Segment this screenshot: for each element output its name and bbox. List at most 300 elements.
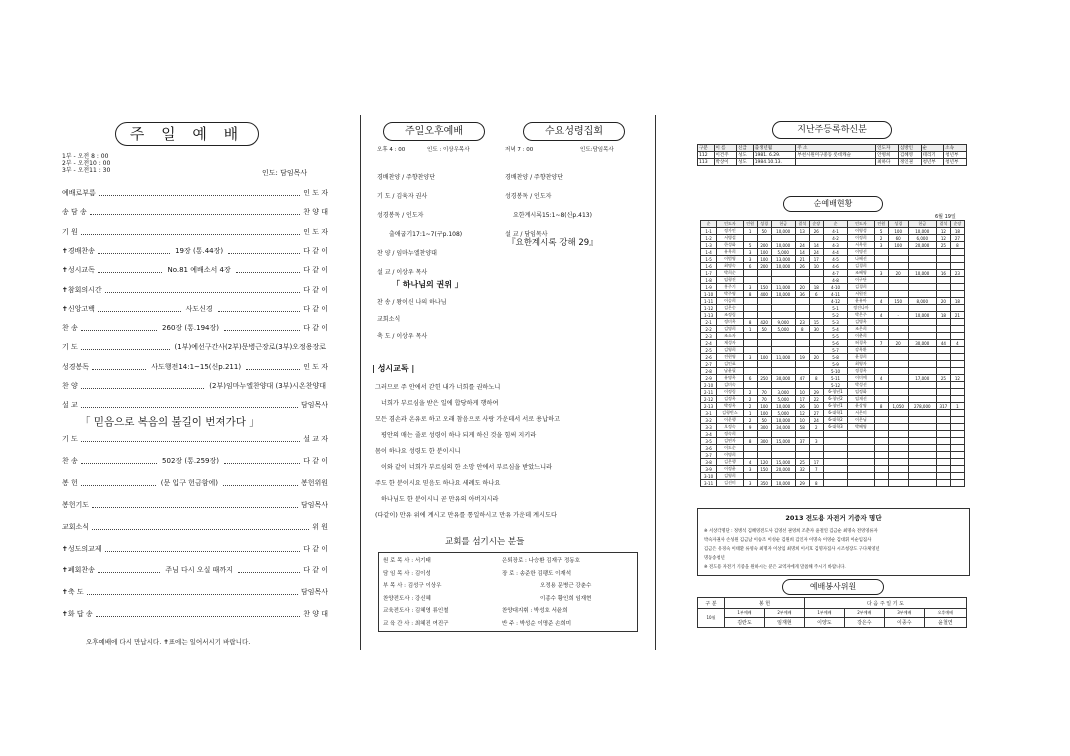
attendance-cell: 10,000 [771, 417, 795, 424]
attendance-cell: 1 [743, 228, 757, 235]
worship-order-detail: (2부)임마누엘찬양대 (3부)시온찬양대 [209, 382, 326, 390]
attendance-cell [888, 410, 908, 417]
attendance-cell: 5 [743, 242, 757, 249]
attendance-cell [936, 382, 950, 389]
attendance-cell [795, 382, 809, 389]
attendance-header-cell: 순장 [950, 221, 964, 228]
attendance-cell: 3-10 [701, 473, 717, 480]
leader-dots [246, 364, 300, 370]
attendance-cell [950, 277, 964, 284]
attendance-cell: 18 [950, 228, 964, 235]
attendance-cell [771, 333, 795, 340]
attendance-cell: 박은주 [848, 312, 874, 319]
attendance-cell [950, 368, 964, 375]
attendance-cell: 25 [795, 459, 809, 466]
leader-dots [92, 502, 298, 508]
worship-order-row [62, 564, 328, 576]
attendance-cell [874, 284, 888, 291]
pm-item: 기 도 / 김육자 권사 [377, 193, 428, 200]
worship-order-row [62, 226, 328, 238]
worship-order-label: ✝참회의시간 [62, 285, 102, 294]
attendance-cell: 50 [757, 326, 771, 333]
attendance-cell [888, 389, 908, 396]
worship-order-label: ✝성시교독 [62, 266, 95, 275]
attendance-cell [757, 340, 771, 347]
visitors-cell: 심방인 [898, 145, 921, 152]
leader-dots [98, 306, 181, 312]
attendance-cell [771, 382, 795, 389]
worship-order-detail: 502장 (통.259장) [162, 456, 219, 465]
attendance-cell: 100 [757, 410, 771, 417]
attendance-header-cell: 결석 [795, 221, 809, 228]
wed-items [505, 168, 592, 244]
visitors-cell: 성도 [737, 152, 754, 159]
attendance-cell [936, 277, 950, 284]
pm-time: 오후 4 : 00 [377, 147, 406, 153]
attendance-header-cell: 헌금 [771, 221, 795, 228]
attendance-cell [936, 263, 950, 270]
attendance-cell [874, 382, 888, 389]
attendance-cell [908, 284, 936, 291]
attendance-cell: 1-9 [701, 284, 717, 291]
attendance-cell: 남윤필 [717, 368, 743, 375]
attendance-cell [936, 459, 950, 466]
attendance-cell: 17 [809, 459, 823, 466]
attendance-cell [771, 473, 795, 480]
attendance-header-cell: 인도자 [848, 221, 874, 228]
worship-order-label: 찬 송 [62, 456, 78, 465]
attendance-row [701, 312, 965, 319]
visitors-cell: 김혜영 [898, 152, 921, 159]
attendance-cell [936, 452, 950, 459]
attendance-cell: 5-8 [823, 354, 848, 361]
attendance-cell [809, 270, 823, 277]
leader-dots [92, 364, 146, 370]
attendance-cell: 6 [809, 291, 823, 298]
attendance-cell [743, 312, 757, 319]
attendance-cell: 20,000 [771, 466, 795, 473]
attendance-cell: 10,000 [771, 263, 795, 270]
leader-dots [81, 325, 157, 331]
attendance-cell [771, 312, 795, 319]
worship-order-detail: 260장 (통.194장) [162, 324, 219, 333]
attendance-cell [908, 361, 936, 368]
leader-dots [98, 267, 163, 273]
attendance-cell: 18 [936, 312, 950, 319]
leader-dots [228, 248, 300, 254]
attendance-cell: 4 [874, 375, 888, 382]
worship-order-detail: 주님 다시 오실 때까지 [165, 566, 233, 575]
attendance-cell: 4-5 [823, 256, 848, 263]
attendance-cell [823, 473, 848, 480]
worship-order-leader: 다 같 이 [303, 456, 329, 465]
attendance-cell [743, 298, 757, 305]
attendance-cell [743, 305, 757, 312]
worship-order-label: ✝폐회찬송 [62, 566, 95, 575]
attendance-cell: 5-6 [823, 340, 848, 347]
attendance-cell [950, 410, 964, 417]
main-sermon-title: 「 믿음으로 복음의 불길이 번져가다 」 [80, 416, 260, 428]
wed-service-title-box [523, 122, 625, 141]
attendance-cell: 5,000 [771, 396, 795, 403]
attendance-row [701, 424, 965, 431]
attendance-cell: 2-10 [701, 382, 717, 389]
attendance-cell: 6-대학3 [823, 424, 848, 431]
visitors-cell: 부천시원미구중동 롯데캐슬 [796, 152, 876, 159]
attendance-cell: 임재선 [848, 396, 874, 403]
attendance-cell: 최명숙 [717, 263, 743, 270]
attendance-cell: 조혜영 [848, 270, 874, 277]
attendance-row [701, 319, 965, 326]
attendance-cell [888, 473, 908, 480]
attendance-cell: 300 [757, 438, 771, 445]
attendance-cell [908, 263, 936, 270]
leader-dots [81, 229, 301, 235]
attendance-cell: 3 [743, 249, 757, 256]
attendance-cell [888, 424, 908, 431]
attendance-header-row [701, 221, 965, 228]
attendance-date: 6월 19일 [935, 214, 956, 220]
attendance-cell [888, 326, 908, 333]
staff-entry: 반 주 : 박성순 이명준 손희미 [502, 620, 572, 627]
attendance-cell [908, 410, 936, 417]
leader-dots [105, 287, 301, 293]
attendance-cell: 100 [757, 249, 771, 256]
attendance-cell [795, 347, 809, 354]
pm-item: 교회소식 [377, 316, 401, 323]
attendance-cell [795, 445, 809, 452]
attendance-cell [771, 305, 795, 312]
service-sub-cell: 2부예배 [764, 609, 804, 618]
attendance-cell: 4-12 [823, 298, 848, 305]
reading-line: 너희가 부르심을 받은 일에 합당하게 행하여 [381, 400, 499, 407]
attendance-cell: 3-8 [701, 459, 717, 466]
attendance-cell [809, 298, 823, 305]
attendance-cell: 20 [936, 298, 950, 305]
worship-order-detail: 사도신경 [185, 304, 213, 313]
attendance-cell: 2-12 [701, 396, 717, 403]
attendance-cell [936, 431, 950, 438]
attendance-cell [950, 263, 964, 270]
attendance-row [701, 368, 965, 375]
attendance-cell: 23 [950, 270, 964, 277]
column-divider [360, 115, 361, 650]
pm-item: 찬 양 / 임마누엘찬양대 [377, 250, 437, 257]
attendance-cell [771, 347, 795, 354]
attendance-cell [950, 305, 964, 312]
attendance-cell [874, 466, 888, 473]
visitors-cell: 청년부 [921, 159, 944, 166]
attendance-cell [936, 319, 950, 326]
attendance-row [701, 263, 965, 270]
attendance-cell: 8,000 [908, 298, 936, 305]
reading-line: 그러므로 주 안에서 갇힌 내가 너희를 권하노니 [375, 384, 501, 391]
worship-order-leader: 인 도 자 [303, 189, 328, 197]
attendance-cell [888, 368, 908, 375]
service-sub-cell: 3부예배 [884, 609, 924, 618]
worship-order-row [62, 361, 328, 373]
attendance-cell: 10,000 [908, 270, 936, 277]
attendance-cell [809, 382, 823, 389]
attendance-table [700, 220, 965, 487]
attendance-cell: 20 [795, 284, 809, 291]
staff-entry: 교육전도사 : 김혜영 류인철 [383, 608, 449, 614]
attendance-cell: 2-11 [701, 389, 717, 396]
donor-line: 김금은 유경숙 이태환 류영숙 최명자 이상임 최명희 이서호 김명자집사 시조청장도 구다체영년 [704, 547, 880, 552]
donor-box [697, 508, 970, 576]
attendance-cell: 3-9 [701, 466, 717, 473]
leader-dots [81, 480, 156, 486]
attendance-cell [771, 235, 795, 242]
leader-dots [81, 383, 205, 389]
attendance-cell: 15 [809, 319, 823, 326]
attendance-cell: 12 [936, 228, 950, 235]
attendance-cell: 3-3 [701, 424, 717, 431]
attendance-cell [908, 326, 936, 333]
worship-order-leader: 다 같 이 [303, 544, 328, 553]
attendance-cell: 5-5 [823, 333, 848, 340]
attendance-cell: 1-1 [701, 228, 717, 235]
visitors-cell: 박상이 [714, 159, 737, 166]
attendance-cell [908, 249, 936, 256]
attendance-cell [936, 368, 950, 375]
worship-order-detail: No.81 예배소서 4장 [167, 266, 231, 275]
leader-dots [90, 209, 301, 215]
attendance-cell [888, 396, 908, 403]
attendance-cell [936, 473, 950, 480]
attendance-cell [950, 284, 964, 291]
staff-box [378, 552, 638, 632]
attendance-cell [908, 417, 936, 424]
attendance-cell: 이춘희 [848, 333, 874, 340]
attendance-cell: 6-대학2 [823, 417, 848, 424]
attendance-cell: 16 [936, 270, 950, 277]
attendance-cell: 29 [809, 389, 823, 396]
worship-order-row [62, 380, 328, 392]
pm-items [377, 168, 462, 282]
visitors-cell: 구분 [698, 145, 715, 152]
attendance-cell [908, 424, 936, 431]
attendance-cell [950, 466, 964, 473]
worship-order-row [62, 477, 328, 489]
worship-order-row [62, 341, 328, 353]
attendance-cell [908, 396, 936, 403]
worship-order-label: 성경봉독 [62, 362, 90, 371]
attendance-cell: 20 [888, 270, 908, 277]
attendance-cell: 350 [757, 480, 771, 487]
attendance-cell: 4 [743, 459, 757, 466]
attendance-cell [908, 445, 936, 452]
worship-order-leader: 위 원 [312, 522, 328, 531]
wed-service-title: 수요성령집회 [545, 126, 603, 137]
attendance-cell [888, 459, 908, 466]
attendance-row [701, 452, 965, 459]
attendance-cell: 50 [757, 417, 771, 424]
attendance-cell [874, 410, 888, 417]
attendance-cell [823, 431, 848, 438]
visitors-title-box [772, 121, 892, 139]
attendance-cell [888, 438, 908, 445]
attendance-header-cell: 인원 [743, 221, 757, 228]
attendance-cell [888, 347, 908, 354]
attendance-cell: 11,000 [771, 354, 795, 361]
attendance-cell [743, 452, 757, 459]
attendance-cell: 2 [743, 389, 757, 396]
attendance-cell [848, 445, 874, 452]
leader-dots [99, 190, 300, 196]
attendance-cell [795, 473, 809, 480]
visitors-cell: 이건주 [714, 152, 737, 159]
attendance-cell: 36 [795, 291, 809, 298]
staff-right [502, 555, 591, 630]
reading-title: | 성시교독 | [372, 364, 415, 373]
attendance-cell: 30,000 [771, 375, 795, 382]
attendance-cell: 1-11 [701, 298, 717, 305]
attendance-cell: 250 [757, 375, 771, 382]
worship-order-row [62, 455, 328, 467]
attendance-cell: 17 [795, 396, 809, 403]
attendance-cell: 3 [743, 354, 757, 361]
attendance-cell: 10 [795, 389, 809, 396]
attendance-cell: 5 [874, 228, 888, 235]
attendance-cell: 29 [795, 480, 809, 487]
attendance-cell: 이명선 [848, 249, 874, 256]
attendance-cell: 32 [795, 466, 809, 473]
attendance-cell: 이은님 [848, 417, 874, 424]
attendance-cell: 윤상영 [848, 403, 874, 410]
worship-order-label: 예배로부름 [62, 189, 96, 197]
attendance-cell: 정진나마 [848, 305, 874, 312]
attendance-cell: 이구단 [848, 277, 874, 284]
attendance-cell [809, 347, 823, 354]
attendance-row [701, 431, 965, 438]
attendance-cell: 제성자 [717, 340, 743, 347]
worship-order-leader: 다 같 이 [303, 566, 328, 575]
attendance-cell [874, 291, 888, 298]
attendance-cell: 1-3 [701, 242, 717, 249]
visitors-cell: 순 [921, 145, 944, 152]
service-time-2: 2부 - 오전10 : 00 [62, 160, 111, 167]
worship-order-label: 기 도 [62, 343, 78, 352]
attendance-cell: 6-청년1 [823, 403, 848, 410]
attendance-cell [908, 347, 936, 354]
attendance-cell [888, 305, 908, 312]
attendance-cell: 박성선 [848, 382, 874, 389]
attendance-cell: 26 [795, 263, 809, 270]
wed-sermon: 『요한계시록 강해 29』 [507, 238, 598, 248]
attendance-row [701, 466, 965, 473]
attendance-cell: 27 [809, 410, 823, 417]
attendance-cell [950, 347, 964, 354]
attendance-cell [888, 319, 908, 326]
worship-order-leader: 담임목사 [300, 588, 328, 597]
attendance-cell: 5-3 [823, 319, 848, 326]
attendance-cell: 김은행 [717, 459, 743, 466]
attendance-cell [771, 340, 795, 347]
attendance-cell: 3-6 [701, 445, 717, 452]
attendance-cell [848, 480, 874, 487]
attendance-cell: 100 [757, 354, 771, 361]
attendance-cell: 박혜영 [848, 424, 874, 431]
attendance-cell: 2-2 [701, 326, 717, 333]
donor-line: ※ 서상각명단 : 정병석 김혜영전도사 김영선 권영희 조춘자 윤철연 김금순 최명숙 전영영류자 [704, 529, 878, 534]
attendance-cell [874, 333, 888, 340]
visitors-cell: 1984.10.13. [753, 159, 796, 166]
attendance-cell: 3-1 [701, 410, 717, 417]
attendance-cell [795, 235, 809, 242]
attendance-cell [874, 361, 888, 368]
attendance-cell: 김영희 [717, 347, 743, 354]
attendance-cell [795, 431, 809, 438]
attendance-cell: 2-13 [701, 403, 717, 410]
attendance-row [701, 333, 965, 340]
attendance-cell: 서은미 [848, 410, 874, 417]
attendance-cell: 박희순 [717, 270, 743, 277]
attendance-cell [795, 277, 809, 284]
attendance-row [701, 347, 965, 354]
service-title: 예배봉사위원 [809, 582, 857, 591]
service-table [697, 597, 967, 628]
attendance-cell: 70 [757, 396, 771, 403]
attendance-cell: 12 [950, 375, 964, 382]
worship-order-label: ✝화 답 송 [62, 610, 93, 619]
attendance-cell: 7 [874, 340, 888, 347]
attendance-cell: 김경희 [848, 263, 874, 270]
attendance-cell [874, 277, 888, 284]
worship-order-row [62, 499, 328, 511]
attendance-cell: 이범영 [717, 256, 743, 263]
worship-order-leader: 찬 양 대 [303, 610, 328, 619]
attendance-cell: 박주영 [717, 291, 743, 298]
attendance-cell: 20 [809, 354, 823, 361]
pm-leader: 인도 : 이상우목사 [427, 147, 470, 153]
worship-order-detail: 19장 (통.44장) [175, 246, 224, 255]
visitors-cell: 청년부 [944, 159, 967, 166]
attendance-cell: 3 [809, 438, 823, 445]
attendance-cell: 1-7 [701, 270, 717, 277]
attendance-cell: 정미옥 [717, 319, 743, 326]
service-sub-cell: 1부예배 [725, 609, 765, 618]
attendance-cell [809, 312, 823, 319]
attendance-cell [908, 256, 936, 263]
attendance-row [701, 403, 965, 410]
wed-item: 설 교 / 담임목사 [505, 231, 548, 238]
attendance-cell: 4-1 [823, 228, 848, 235]
attendance-cell [888, 375, 908, 382]
reading-line: 이와 같이 너희가 부르심의 한 소망 안에서 부르심을 받았느니라 [381, 464, 553, 471]
attendance-row [701, 445, 965, 452]
attendance-cell: 5-1 [823, 305, 848, 312]
worship-order-label: 찬 송 [62, 324, 78, 333]
attendance-cell [950, 438, 964, 445]
staff-entry: 교 육 간 사 : 최혜진 여진구 [383, 620, 449, 627]
attendance-cell [809, 431, 823, 438]
attendance-cell: 이정희 [848, 235, 874, 242]
worship-order-leader: 담임목사 [300, 500, 328, 509]
attendance-cell [950, 326, 964, 333]
attendance-cell: 58 [795, 424, 809, 431]
main-service-title-box [115, 122, 259, 146]
worship-order-row [62, 586, 328, 598]
leader-dots [105, 546, 301, 552]
donor-list [704, 527, 880, 572]
attendance-cell [936, 438, 950, 445]
attendance-cell: 26 [809, 228, 823, 235]
attendance-cell: 3-7 [701, 452, 717, 459]
worship-order-leader: 봉헌위원 [300, 478, 328, 487]
worship-order-leader: 다 같 이 [303, 324, 329, 333]
service-times [62, 153, 110, 174]
